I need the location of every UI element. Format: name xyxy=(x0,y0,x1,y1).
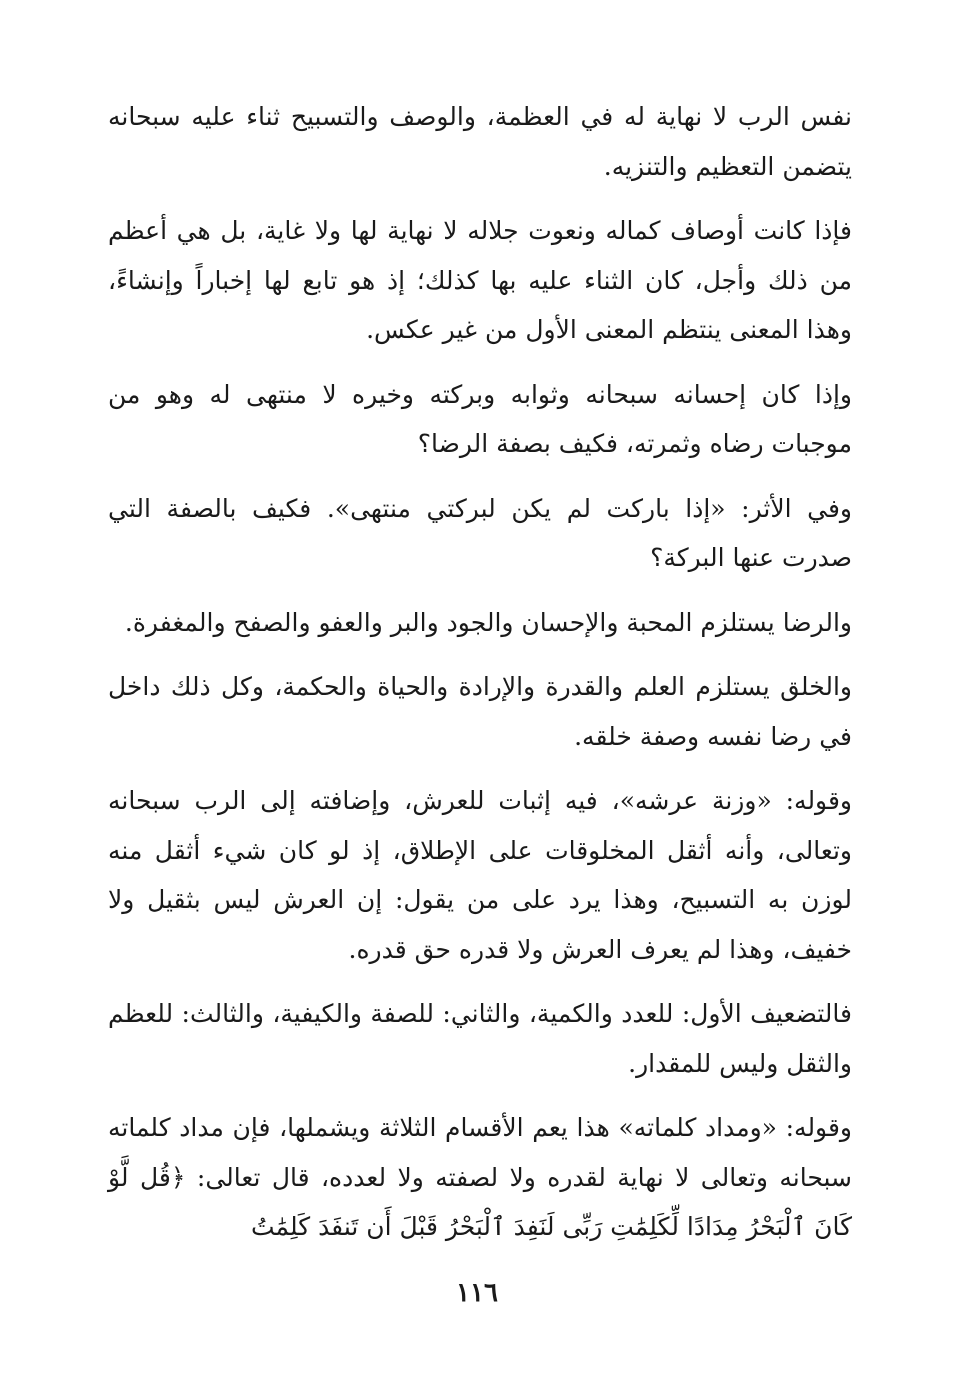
paragraph-8: فالتضعيف الأول: للعدد والكمية، والثاني: للصفة والكيفية، والثالث: للعظم والثقل وليس للمقدار. xyxy=(108,999,852,1078)
paragraph-4: وفي الأثر: «إذا باركت لم يكن لبركتي منتهى». فكيف بالصفة التي صدرت عنها البركة؟ xyxy=(108,493,852,572)
page-number: ١١٦ xyxy=(456,1278,498,1308)
paragraph-9: وقوله: «ومداد كلماته» هذا يعم الأقسام الثلاثة ويشملها، فإن مداد كلماته سبحانه وتعالى لا نهاية لقدره ولا لصفته ولا لعدده، قال تعالى: ﴿قُل لَّوْ كَانَ ٱلْبَحْرُ مِدَادًا لِّكَلِمَٰتِ رَبِّى لَنَفِدَ ٱلْبَحْرُ قَبْلَ أَن تَنفَدَ كَلِمَٰتُ xyxy=(108,1113,852,1241)
paragraph-7: وقوله: «وزنة عرشه»، فيه إثبات للعرش، وإضافته إلى الرب سبحانه وتعالى، وأنه أثقل المخلوقات على الإطلاق، إذ لو كان شيء أثقل منه لوزن به التسبيح، وهذا يرد على من يقول: إن العرش ليس بثقيل ولا خفيف، وهذا لم يعرف العرش ولا قدره حق قدره. xyxy=(108,786,852,964)
paragraph-5: والرضا يستلزم المحبة والإحسان والجود والبر والعفو والصفح والمغفرة. xyxy=(124,607,852,637)
paragraph-1: نفس الرب لا نهاية له في العظمة، والوصف والتسبيح ثناء عليه سبحانه يتضمن التعظيم والتنزيه. xyxy=(108,102,852,181)
paragraph-3: وإذا كان إحسانه سبحانه وثوابه وبركته وخيره لا منتهى له وهو من موجبات رضاه وثمرته، فكيف بصفة الرضا؟ xyxy=(108,379,852,458)
paragraph-6: والخلق يستلزم العلم والقدرة والإرادة والحياة والحكمة، وكل ذلك داخل في رضا نفسه وصفة خلقه. xyxy=(108,672,852,751)
paragraph-2: فإذا كانت أوصاف كماله ونعوت جلاله لا نهاية لها ولا غاية، بل هي أعظم من ذلك وأجل، كان الثناء عليه بها كذلك؛ إذ هو تابع لها إخباراً وإنشاءً، وهذا المعنى ينتظم المعنى الأول من غير عكس. xyxy=(108,216,852,344)
body-text xyxy=(108,92,852,1267)
